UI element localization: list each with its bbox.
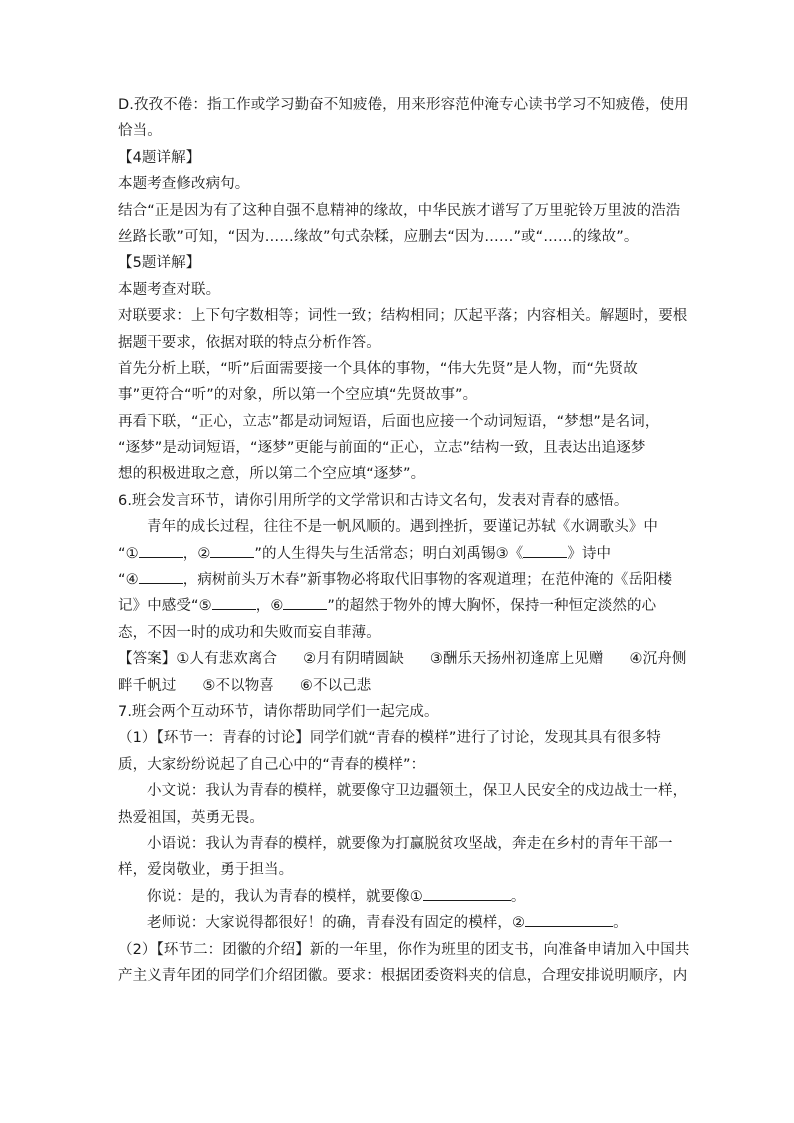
text-segment: “④ bbox=[118, 572, 139, 589]
text-segment: 。 bbox=[510, 888, 526, 905]
text-line: 态，不因一时的成功和失败而妄自菲薄。 bbox=[118, 624, 381, 641]
text-segment: “① bbox=[118, 545, 139, 562]
fill-blank-line bbox=[118, 567, 678, 593]
text-segment: ”的超然于物外的博大胸怀，保持一种恒定淡然的心 bbox=[327, 598, 657, 615]
blank-6 bbox=[283, 593, 327, 610]
question-7-title: 7.班会两个互动环节，请你帮助同学们一起完成。 bbox=[118, 703, 439, 720]
answer-item: ⑥不以己悲 bbox=[299, 677, 372, 694]
text-line: 青年的成长过程，往往不是一帆风顺的。遇到挫折，要谨记苏轼《水调歌头》中 bbox=[147, 519, 658, 536]
text-line: 小文说：我认为青春的模样，就要像守卫边疆领土，保卫人民安全的戍边战士一样， bbox=[147, 783, 688, 800]
blank-2 bbox=[210, 541, 254, 558]
blank-3 bbox=[523, 541, 567, 558]
answer-line bbox=[118, 646, 687, 672]
blank-4 bbox=[139, 567, 183, 584]
section-heading-q4: 【4题详解】 bbox=[118, 149, 201, 166]
fill-blank-line bbox=[118, 884, 678, 910]
text-line: 想的积极进取之意，所以第二个空应填“逐梦”。 bbox=[118, 466, 426, 483]
text-line: 事”更符合“听”的对象，所以第一个空应填“先贤故事”。 bbox=[118, 387, 478, 404]
text-line: 本题考查对联。 bbox=[118, 281, 221, 298]
fill-blank-line bbox=[118, 593, 678, 619]
text-segment: ”的人生得失与生活常态；明白刘禹锡③《 bbox=[254, 545, 524, 562]
text-segment: 。 bbox=[613, 915, 628, 932]
text-line: 丝路长歌”可知，“因为……缘故”句式杂糅，应删去“因为……”或“……的缘故”。 bbox=[118, 228, 639, 245]
text-segment: ，病树前头万木春”新事物必将取代旧事物的客观道理；在范仲淹的《岳阳楼 bbox=[182, 572, 673, 589]
text-line: 质，大家纷纷说起了自己心中的“青春的模样”： bbox=[118, 756, 426, 773]
answer-line bbox=[118, 673, 678, 699]
text-line: 小语说：我认为青春的模样，就要像为打赢脱贫攻坚战，奔走在乡村的青年干部一 bbox=[147, 835, 673, 852]
text-segment: ，⑥ bbox=[255, 598, 284, 615]
text-line: 样，爱岗敬业，勇于担当。 bbox=[118, 862, 294, 879]
text-segment: 你说：是的，我认为青春的模样，就要像① bbox=[147, 888, 423, 905]
text-line: （2）【环节二：团徽的介绍】新的一年里，你作为班里的团支书，向准备申请加入中国共 bbox=[118, 941, 690, 958]
fill-blank-line bbox=[118, 541, 678, 567]
text-line: D.孜孜不倦：指工作或学习勤奋不知疲倦，用来形容范仲淹专心读书学习不知疲倦，使用 bbox=[118, 97, 689, 113]
text-segment: 老师说：大家说得都很好！的确，青春没有固定的模样，② bbox=[147, 915, 526, 932]
text-segment: 》诗中 bbox=[567, 545, 612, 562]
blank-you-say bbox=[423, 884, 511, 901]
text-line: 恰当。 bbox=[118, 123, 162, 140]
section-heading-q5: 【5题详解】 bbox=[118, 255, 201, 272]
text-line: 结合“正是因为有了这种自强不息精神的缘故，中华民族才谱写了万里驼铃万里波的浩浩 bbox=[118, 202, 681, 219]
answer-item: ⑤不以物喜 bbox=[202, 677, 274, 694]
text-line: “逐梦”是动词短语，“逐梦”更能与前面的“正心，立志”结构一致，且表达出追逐梦 bbox=[118, 440, 646, 457]
text-line: 据题干要求，依据对联的特点分析作答。 bbox=[118, 334, 381, 351]
blank-1 bbox=[139, 541, 183, 558]
answer-item: 畔千帆过 bbox=[118, 677, 177, 694]
text-segment: 记》中感受“⑤ bbox=[118, 598, 212, 615]
text-line: 产主义青年团的同学们介绍团徽。要求：根据团委资料夹的信息，合理安排说明顺序，内 bbox=[118, 967, 688, 984]
answer-item: ③酬乐天扬州初逢席上见赠 bbox=[429, 651, 604, 668]
answer-item: ②月有阴晴圆缺 bbox=[303, 651, 404, 668]
text-segment: ，② bbox=[182, 545, 211, 562]
answer-label: 【答案】①人有悲欢离合 bbox=[118, 651, 278, 668]
question-6-title: 6.班会发言环节，请你引用所学的文学常识和古诗文名句，发表对青春的感悟。 bbox=[118, 492, 629, 509]
fill-blank-line bbox=[118, 910, 678, 936]
text-line: 对联要求：上下句字数相等；词性一致；结构相同；仄起平落；内容相关。解题时，要根 bbox=[118, 308, 688, 325]
blank-5 bbox=[212, 593, 256, 610]
text-line: 本题考查修改病句。 bbox=[118, 176, 250, 193]
text-line: 再看下联，“正心，立志”都是动词短语，后面也应接一个动词短语，“梦想”是名词， bbox=[118, 413, 660, 430]
answer-item: ④沉舟侧 bbox=[629, 651, 687, 668]
text-line: 热爱祖国，英勇无畏。 bbox=[118, 809, 264, 826]
text-line: 首先分析上联，“听”后面需要接一个具体的事物，“伟大先贤”是人物，而“先贤故 bbox=[118, 360, 638, 377]
text-line: （1）【环节一：青春的讨论】同学们就“青春的模样”进行了讨论，发现其具有很多特 bbox=[118, 730, 661, 747]
blank-teacher-says bbox=[525, 910, 613, 927]
document-page bbox=[118, 92, 690, 989]
